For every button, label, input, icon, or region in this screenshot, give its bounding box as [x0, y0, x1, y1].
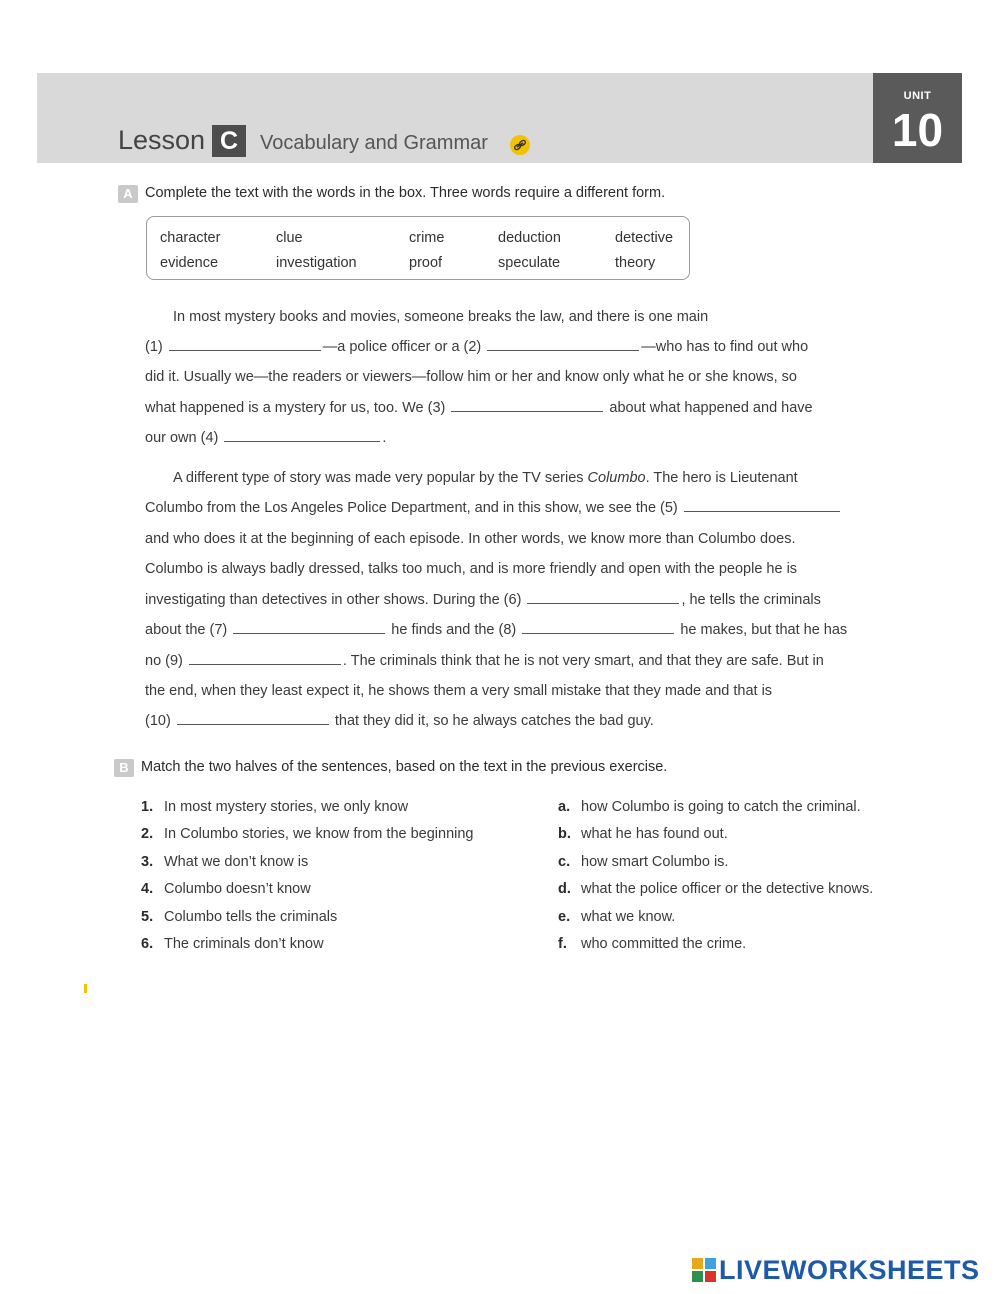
paragraph-2-line: investigating than detectives in other shows. During the (6) , he tells the criminals: [145, 592, 821, 608]
match-right-letter: e.: [558, 909, 571, 925]
match-right-text: what he has found out.: [581, 826, 728, 842]
logo-squares-icon: [692, 1258, 716, 1282]
word-box-item: theory: [615, 255, 656, 271]
word-box-item: detective: [615, 230, 674, 246]
match-right-letter: a.: [558, 799, 571, 815]
word-box-item: crime: [409, 230, 445, 246]
blank-9[interactable]: [189, 663, 341, 665]
paragraph-2-line: Columbo is always badly dressed, talks too much, and is more friendly and open with the people he is: [145, 561, 798, 577]
word-box-item: clue: [276, 230, 303, 246]
match-left-text: Columbo tells the criminals: [164, 909, 338, 925]
match-left-number: 4.: [141, 881, 154, 897]
match-right-letter: c.: [558, 854, 571, 870]
link-icon[interactable]: [510, 135, 530, 155]
paragraph-2-line: A different type of story was made very popular by the TV series Columbo. The hero is Lieutenant: [173, 470, 798, 486]
paragraph-1-line: did it. Usually we—the readers or viewers—follow him or her and know only what he or she knows, so: [145, 369, 797, 385]
word-box-item: proof: [409, 255, 443, 271]
exercise-b-badge: B: [114, 759, 134, 777]
blank-5[interactable]: [684, 510, 840, 512]
blank-7[interactable]: [233, 632, 385, 634]
match-left-number: 1.: [141, 799, 154, 815]
match-right-text: how smart Columbo is.: [581, 854, 729, 870]
blank-4[interactable]: [224, 440, 380, 442]
exercise-a-instruction: Complete the text with the words in the box. Three words require a different form.: [145, 185, 666, 201]
match-left-number: 3.: [141, 854, 154, 870]
exercise-b-instruction: Match the two halves of the sentences, based on the text in the previous exercise.: [141, 759, 668, 775]
blank-3[interactable]: [451, 410, 603, 412]
paragraph-2-line: the end, when they least expect it, he shows them a very small mistake that they made and that is: [145, 683, 773, 699]
match-left-text: In Columbo stories, we know from the beginning: [164, 826, 474, 842]
lesson-letter: C: [212, 125, 246, 157]
match-left-number: 6.: [141, 936, 154, 952]
logo-text: LIVEWORKSHEETS: [719, 1255, 980, 1285]
lesson-title: Vocabulary and Grammar: [260, 132, 488, 154]
paragraph-1-line: what happened is a mystery for us, too. We (3) about what happened and have: [145, 400, 813, 416]
yellow-mark: [84, 984, 87, 993]
paragraph-1-line: our own (4) .: [145, 430, 387, 446]
blank-8[interactable]: [522, 632, 674, 634]
word-box-item: speculate: [498, 255, 561, 271]
blank-10[interactable]: [177, 723, 329, 725]
blank-1[interactable]: [169, 349, 321, 351]
blank-6[interactable]: [527, 602, 679, 604]
match-right-letter: d.: [558, 881, 571, 897]
match-right-text: who committed the crime.: [581, 936, 747, 952]
match-right-letter: f.: [558, 936, 567, 952]
lesson-word: Lesson: [118, 125, 206, 155]
paragraph-2-line: no (9) . The criminals think that he is not very smart, and that they are safe. But in: [145, 653, 824, 669]
match-left-text: Columbo doesn’t know: [164, 881, 311, 897]
word-box-item: deduction: [498, 230, 561, 246]
match-right-text: what we know.: [581, 909, 676, 925]
paragraph-2-line: Columbo from the Los Angeles Police Department, and in this show, we see the (5): [145, 500, 842, 516]
unit-number: 10: [891, 104, 944, 156]
match-right-text: how Columbo is going to catch the criminal.: [581, 799, 861, 815]
paragraph-1-line: (1) —a police officer or a (2) —who has to find out who: [145, 339, 809, 355]
paragraph-2-line: and who does it at the beginning of each episode. In other words, we know more than Columbo does.: [145, 531, 796, 547]
paragraph-2-line: (10) that they did it, so he always catches the bad guy.: [145, 713, 654, 729]
unit-badge: [873, 73, 962, 163]
word-box-item: character: [160, 230, 221, 246]
paragraph-1-line: In most mystery books and movies, someone breaks the law, and there is one main: [173, 309, 709, 325]
word-box-item: investigation: [276, 255, 357, 271]
blank-2[interactable]: [487, 349, 639, 351]
match-left-number: 5.: [141, 909, 154, 925]
match-right-letter: b.: [558, 826, 571, 842]
match-left-number: 2.: [141, 826, 154, 842]
exercise-a-badge: A: [118, 185, 138, 203]
match-left-text: What we don’t know is: [164, 854, 309, 870]
word-box-item: evidence: [160, 255, 219, 271]
match-right-text: what the police officer or the detective knows.: [581, 881, 874, 897]
unit-label: UNIT: [903, 90, 932, 102]
match-left-text: In most mystery stories, we only know: [164, 799, 409, 815]
paragraph-2-line: about the (7) he finds and the (8) he makes, but that he has: [145, 622, 848, 638]
match-left-text: The criminals don’t know: [164, 936, 324, 952]
